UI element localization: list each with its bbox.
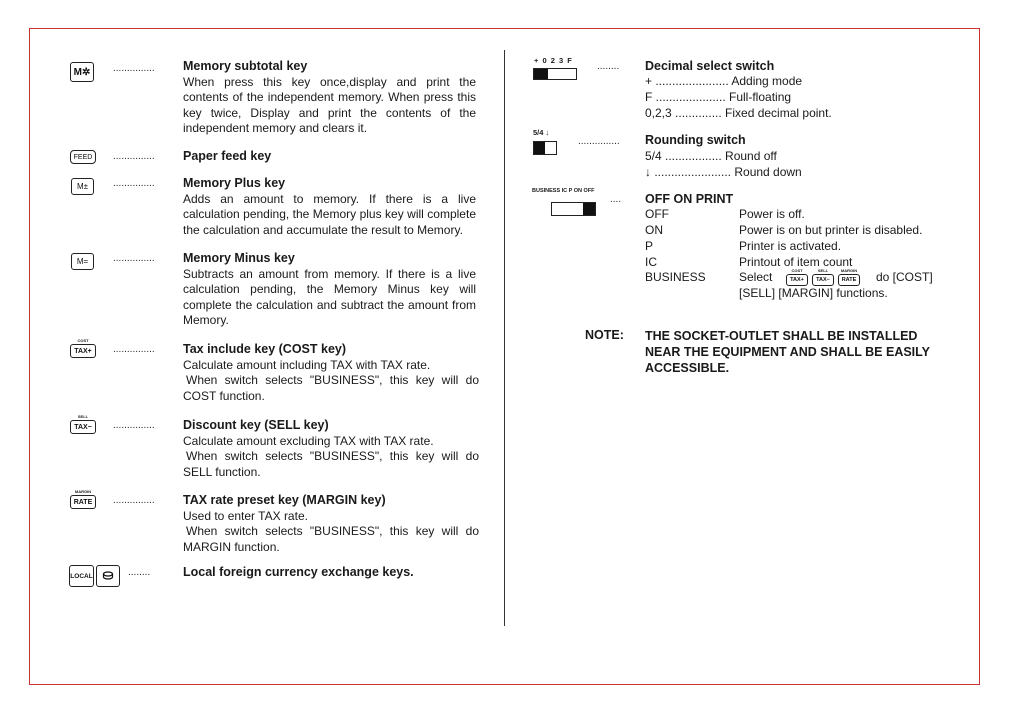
memory-minus-key-icon: M= [71, 253, 94, 270]
column-divider [504, 50, 505, 626]
memory-minus-title: Memory Minus key [183, 251, 295, 265]
leader-dots: ............... [113, 151, 155, 162]
leader-dots: .... [610, 194, 622, 205]
discount-entry [183, 418, 479, 480]
decimal-row-key: + ...................... Adding mode [645, 74, 803, 88]
leader-dots: ............... [113, 420, 155, 431]
power-row-value: Power is off. [739, 207, 805, 221]
leader-dots: ............... [113, 344, 155, 355]
decimal-switch-label: + 0 2 3 F [534, 56, 573, 65]
power-row-value: Power is on but printer is disabled. [739, 223, 923, 237]
power-row-value: Printer is activated. [739, 239, 842, 253]
memory-minus-entry [183, 251, 476, 329]
note-label: NOTE: [585, 328, 624, 342]
power-row-key: ON [645, 223, 663, 237]
memory-plus-entry [183, 176, 476, 238]
power-row-value: Printout of item count [739, 255, 853, 269]
business-rate-key-icon: RATE [838, 274, 860, 286]
memory-subtotal-entry [183, 59, 476, 137]
business-cost-label: COST [791, 268, 803, 273]
business-sell-label: SELL [817, 268, 829, 273]
power-title: OFF ON PRINT [645, 192, 734, 206]
business-tax-minus-key-icon: TAX− [812, 274, 834, 286]
power-row-key: P [645, 239, 654, 253]
tax-rate-desc: Used to enter TAX rate. [183, 508, 308, 523]
tax-plus-key-icon: TAX+ [70, 344, 96, 358]
power-row-key: OFF [645, 207, 669, 221]
tax-rate-desc2: When switch selects "BUSINESS", this key will do MARGIN function. [183, 524, 479, 554]
business-tax-plus-key-icon: TAX+ [786, 274, 808, 286]
tax-include-desc2: When switch selects "BUSINESS", this key will do COST function. [183, 373, 479, 403]
power-business-do: do [COST] [876, 270, 933, 284]
leader-dots: ............... [113, 253, 155, 264]
memory-subtotal-title: Memory subtotal key [183, 59, 308, 73]
paper-feed-key-icon: FEED [70, 150, 96, 164]
paper-feed-title: Paper feed key [183, 149, 272, 163]
decimal-row-key: F ..................... Full-floating [645, 90, 792, 104]
leader-dots: ........ [597, 61, 620, 72]
discount-desc: Calculate amount excluding TAX with TAX rate. [183, 433, 434, 448]
power-entry [645, 192, 945, 208]
leader-dots: ............... [113, 495, 155, 506]
local-entry [183, 565, 479, 581]
decimal-row-key: 0,2,3 .............. Fixed decimal point. [645, 106, 832, 120]
paper-feed-entry [183, 149, 476, 165]
rounding-entry [645, 133, 945, 149]
coin-stack-glyph [102, 571, 114, 581]
power-switch-slider [583, 203, 595, 215]
power-row-key: IC [645, 255, 657, 269]
tax-minus-key-icon: TAX− [70, 420, 96, 434]
power-switch-icon [551, 202, 596, 216]
business-margin-label: MARGIN [840, 268, 858, 273]
tax-include-title: Tax include key (COST key) [183, 342, 347, 356]
power-business-line2: [SELL] [MARGIN] functions. [739, 286, 888, 300]
decimal-switch-icon [533, 68, 577, 80]
stack-icon [96, 565, 120, 587]
rounding-switch-slider [534, 142, 545, 154]
note-text: THE SOCKET-OUTLET SHALL BE INSTALLED NEAR THE EQUIPMENT AND SHALL BE EASILY ACCESSIBLE. [645, 329, 930, 375]
margin-key-label: MARGIN [74, 489, 92, 494]
leader-dots: ............... [113, 178, 155, 189]
memory-plus-title: Memory Plus key [183, 176, 286, 190]
power-switch-label: BUSINESS IC P ON OFF [532, 188, 595, 194]
local-key-icon: LOCAL [69, 565, 94, 587]
memory-subtotal-desc: When press this key once,display and print the contents of the independent memory. When press this key twice, Display and print the contents of the independent memory and clears it. [183, 74, 476, 135]
leader-dots: ............... [578, 136, 620, 147]
leader-dots: ............... [113, 63, 155, 74]
rounding-switch-icon [533, 141, 557, 155]
tax-rate-title: TAX rate preset key (MARGIN key) [183, 493, 386, 507]
decimal-switch-slider [534, 69, 548, 79]
cost-key-label: COST [77, 338, 89, 343]
decimal-title: Decimal select switch [645, 59, 775, 73]
local-title: Local foreign currency exchange keys. [183, 565, 414, 579]
memory-minus-desc: Subtracts an amount from memory. If there is a live calculation pending, the Memory Minus key will complete the calculation and subtract the amount from Memory. [183, 266, 476, 327]
leader-dots: ........ [128, 567, 151, 578]
discount-title: Discount key (SELL key) [183, 418, 329, 432]
power-business-key: BUSINESS [645, 270, 706, 284]
tax-rate-entry [183, 493, 479, 555]
rounding-row-key: 5/4 ................. Round off [645, 149, 777, 163]
memory-plus-desc: Adds an amount to memory. If there is a live calculation pending, the Memory plus key will complete the calculation and accumulate the result to Memory. [183, 191, 476, 237]
memory-plus-key-icon: M± [71, 178, 94, 195]
tax-include-desc: Calculate amount including TAX with TAX rate. [183, 357, 431, 372]
memory-subtotal-key-icon: M✲ [70, 62, 94, 82]
decimal-entry [645, 59, 945, 75]
rounding-title: Rounding switch [645, 133, 746, 147]
sell-key-label: SELL [77, 414, 89, 419]
tax-include-entry [183, 342, 479, 404]
rounding-switch-label: 5/4 ↓ [533, 128, 550, 137]
discount-desc2: When switch selects "BUSINESS", this key will do SELL function. [183, 449, 479, 479]
rate-key-icon: RATE [70, 495, 96, 509]
power-business-select: Select [739, 270, 773, 284]
rounding-row-key: ↓ ....................... Round down [645, 165, 802, 179]
